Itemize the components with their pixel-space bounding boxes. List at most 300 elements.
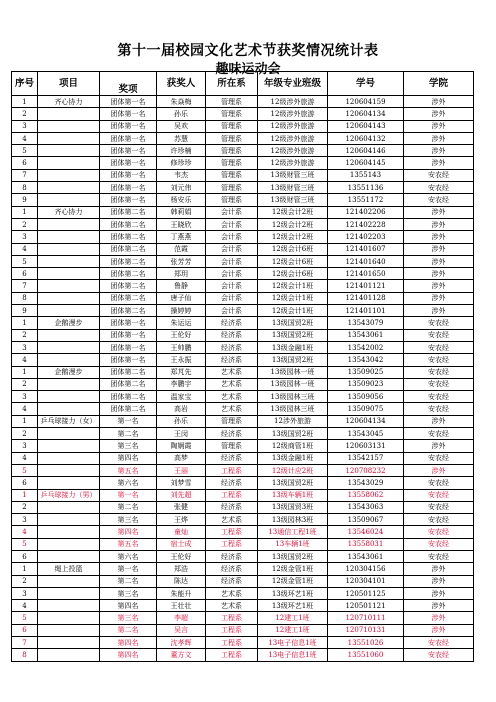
- cell-college: 涉外: [404, 305, 474, 317]
- table-row: [12, 477, 474, 489]
- cell-index: 6: [12, 157, 38, 169]
- table-row: [12, 317, 474, 329]
- cell-index: 6: [12, 550, 38, 562]
- table-row: [12, 268, 474, 280]
- cell-event: [38, 514, 100, 526]
- cell-student-id: 120501125: [328, 587, 404, 599]
- page-subtitle: 趣味运动会: [215, 62, 281, 77]
- cell-department: 管理系: [206, 182, 258, 194]
- cell-event: [38, 637, 100, 649]
- cell-index: 2: [12, 428, 38, 440]
- cell-department: 工程系: [206, 464, 258, 476]
- cell-college: 安农经: [404, 182, 474, 194]
- cell-class: 12级涉外旅游: [258, 157, 328, 169]
- table-header-row: [12, 72, 474, 96]
- cell-award: 团体第一名: [100, 194, 157, 206]
- cell-index: 1: [12, 366, 38, 378]
- cell-winner: 杨安乐: [157, 194, 206, 206]
- cell-class: 13级车辆1班: [258, 489, 328, 501]
- cell-department: 经济系: [206, 575, 258, 587]
- cell-index: 3: [12, 514, 38, 526]
- cell-student-id: 13551026: [328, 637, 404, 649]
- cell-college: 涉外: [404, 157, 474, 169]
- cell-award: 团体第二名: [100, 206, 157, 218]
- table-row: [12, 182, 474, 194]
- table-row: [12, 378, 474, 390]
- cell-award: 团体第一名: [100, 329, 157, 341]
- cell-student-id: 13543079: [328, 317, 404, 329]
- cell-college: 涉外: [404, 243, 474, 255]
- header-award: 奖项: [100, 72, 157, 96]
- table-row: [12, 637, 474, 649]
- cell-award: 第四名: [100, 452, 157, 464]
- cell-winner: 董方文: [157, 649, 206, 661]
- cell-award: 团体第二名: [100, 391, 157, 403]
- cell-event: 企鹅漫步: [38, 317, 100, 329]
- cell-student-id: 13543045: [328, 428, 404, 440]
- cell-award: 团体第一名: [100, 341, 157, 353]
- cell-college: 安农经: [404, 501, 474, 513]
- cell-student-id: 120710111: [328, 612, 404, 624]
- table-row: [12, 440, 474, 452]
- cell-department: 管理系: [206, 157, 258, 169]
- cell-student-id: 120604146: [328, 145, 404, 157]
- cell-college: 涉外: [404, 292, 474, 304]
- cell-winner: 许珍楠: [157, 145, 206, 157]
- cell-student-id: 120604134: [328, 415, 404, 427]
- cell-college: 安农经: [404, 403, 474, 415]
- cell-event: [38, 538, 100, 550]
- cell-class: 12级会计2班: [258, 218, 328, 230]
- cell-department: 经济系: [206, 452, 258, 464]
- cell-class: 13电子信息1班: [258, 637, 328, 649]
- cell-department: 管理系: [206, 132, 258, 144]
- cell-student-id: 1355143: [328, 169, 404, 181]
- cell-student-id: 121402203: [328, 231, 404, 243]
- cell-class: 12建工1班: [258, 612, 328, 624]
- cell-index: 8: [12, 292, 38, 304]
- cell-class: 13级园林一班: [258, 366, 328, 378]
- cell-student-id: 120304156: [328, 563, 404, 575]
- cell-department: 会计系: [206, 305, 258, 317]
- cell-award: 第二名: [100, 428, 157, 440]
- table-row: [12, 587, 474, 599]
- cell-winner: 范霞: [157, 243, 206, 255]
- cell-student-id: 120604143: [328, 120, 404, 132]
- cell-college: 安农经: [404, 169, 474, 181]
- cell-event: [38, 194, 100, 206]
- cell-index: 3: [12, 587, 38, 599]
- cell-winner: 陈达: [157, 575, 206, 587]
- cell-winner: 韦杰: [157, 169, 206, 181]
- cell-winner: 吴言: [157, 624, 206, 636]
- cell-event: [38, 550, 100, 562]
- cell-event: 齐心协力: [38, 96, 100, 108]
- cell-winner: 陶娴霞: [157, 440, 206, 452]
- cell-college: 安农经: [404, 637, 474, 649]
- cell-student-id: 120710131: [328, 624, 404, 636]
- cell-class: 13级园林三班: [258, 403, 328, 415]
- cell-event: [38, 218, 100, 230]
- cell-award: 第四名: [100, 526, 157, 538]
- cell-event: [38, 145, 100, 157]
- cell-award: 第三名: [100, 612, 157, 624]
- cell-index: 8: [12, 649, 38, 661]
- cell-student-id: 13509067: [328, 514, 404, 526]
- cell-award: 团体第一名: [100, 120, 157, 132]
- header-class: 年级专业班级: [258, 72, 328, 96]
- cell-student-id: 13543063: [328, 501, 404, 513]
- cell-index: 2: [12, 329, 38, 341]
- cell-class: 13级园林3班: [258, 514, 328, 526]
- cell-department: 会计系: [206, 218, 258, 230]
- cell-college: 涉外: [404, 218, 474, 230]
- cell-winner: 张芳芳: [157, 255, 206, 267]
- cell-college: 涉外: [404, 231, 474, 243]
- cell-index: 4: [12, 132, 38, 144]
- table-row: [12, 649, 474, 661]
- cell-department: 管理系: [206, 108, 258, 120]
- cell-index: 6: [12, 624, 38, 636]
- cell-college: 涉外: [404, 612, 474, 624]
- header-event: 项目: [38, 72, 100, 96]
- cell-winner: 孙乐: [157, 108, 206, 120]
- cell-college: 涉外: [404, 145, 474, 157]
- cell-winner: 王闵: [157, 428, 206, 440]
- cell-class: 13级园林一班: [258, 378, 328, 390]
- cell-award: 团体第二名: [100, 403, 157, 415]
- cell-award: 团体第一名: [100, 169, 157, 181]
- table-row: [12, 96, 474, 108]
- cell-college: 涉外: [404, 206, 474, 218]
- cell-event: 乒乓球接力（男）: [38, 489, 100, 501]
- cell-college: 涉外: [404, 108, 474, 120]
- cell-index: 3: [12, 391, 38, 403]
- cell-event: 乒乓球接力（女）: [38, 415, 100, 427]
- cell-department: 工程系: [206, 637, 258, 649]
- cell-class: 13电子信息1班: [258, 649, 328, 661]
- cell-event: 企鹅漫步: [38, 366, 100, 378]
- cell-award: 第三名: [100, 514, 157, 526]
- cell-award: 团体第一名: [100, 354, 157, 366]
- cell-event: [38, 575, 100, 587]
- cell-student-id: 13551172: [328, 194, 404, 206]
- table-row: [12, 575, 474, 587]
- cell-winner: 宿士成: [157, 538, 206, 550]
- header-college: 学院: [404, 72, 474, 96]
- cell-student-id: 120604145: [328, 157, 404, 169]
- table-row: [12, 391, 474, 403]
- cell-event: [38, 452, 100, 464]
- cell-student-id: 121401128: [328, 292, 404, 304]
- table-row: [12, 354, 474, 366]
- header-index: 序号: [12, 72, 38, 96]
- cell-index: 6: [12, 268, 38, 280]
- table-row: [12, 464, 474, 476]
- cell-award: 团体第一名: [100, 157, 157, 169]
- cell-college: 安农经: [404, 477, 474, 489]
- cell-event: [38, 477, 100, 489]
- cell-event: [38, 624, 100, 636]
- cell-winner: 朱能升: [157, 587, 206, 599]
- cell-class: 12级会计1班: [258, 292, 328, 304]
- cell-event: [38, 391, 100, 403]
- cell-class: 12级会计6班: [258, 243, 328, 255]
- page-title: 第十一届校园文化艺术节获奖情况统计表: [117, 43, 379, 59]
- cell-index: 1: [12, 206, 38, 218]
- cell-student-id: 121401640: [328, 255, 404, 267]
- cell-department: 工程系: [206, 649, 258, 661]
- cell-winner: 孙乐: [157, 415, 206, 427]
- cell-index: 5: [12, 538, 38, 550]
- cell-department: 经济系: [206, 550, 258, 562]
- cell-award: 第四名: [100, 637, 157, 649]
- cell-class: 13级国贸2班: [258, 477, 328, 489]
- cell-class: 13级财管三班: [258, 169, 328, 181]
- cell-winner: 王烨: [157, 514, 206, 526]
- cell-class: 12级涉外旅游: [258, 96, 328, 108]
- cell-event: [38, 292, 100, 304]
- cell-department: 会计系: [206, 292, 258, 304]
- cell-college: 安农经: [404, 649, 474, 661]
- cell-winner: 张健: [157, 501, 206, 513]
- header-winner: 获奖人: [157, 72, 206, 96]
- cell-college: 安农经: [404, 317, 474, 329]
- cell-award: 团体第一名: [100, 96, 157, 108]
- cell-class: 12涉外旅游: [258, 415, 328, 427]
- cell-index: 1: [12, 317, 38, 329]
- cell-student-id: 13543042: [328, 354, 404, 366]
- table-row: [12, 206, 474, 218]
- cell-event: [38, 280, 100, 292]
- cell-college: 涉外: [404, 587, 474, 599]
- cell-index: 3: [12, 440, 38, 452]
- cell-award: 团体第二名: [100, 218, 157, 230]
- cell-index: 2: [12, 218, 38, 230]
- cell-student-id: 13543029: [328, 477, 404, 489]
- table-row: [12, 292, 474, 304]
- cell-department: 艺术系: [206, 587, 258, 599]
- cell-winner: 苏慧: [157, 132, 206, 144]
- cell-index: 1: [12, 563, 38, 575]
- cell-winner: 王伦好: [157, 329, 206, 341]
- cell-award: 第三名: [100, 587, 157, 599]
- cell-student-id: 120501121: [328, 600, 404, 612]
- cell-class: 13级国贸2班: [258, 317, 328, 329]
- cell-department: 管理系: [206, 415, 258, 427]
- cell-award: 团体第二名: [100, 255, 157, 267]
- cell-event: [38, 526, 100, 538]
- cell-winner: 温家宝: [157, 391, 206, 403]
- cell-index: 4: [12, 243, 38, 255]
- cell-class: 13级国贸2班: [258, 550, 328, 562]
- cell-college: 安农经: [404, 366, 474, 378]
- cell-department: 管理系: [206, 120, 258, 132]
- cell-student-id: 121402228: [328, 218, 404, 230]
- cell-student-id: 120603131: [328, 440, 404, 452]
- cell-student-id: 13543061: [328, 550, 404, 562]
- cell-department: 工程系: [206, 526, 258, 538]
- header-department: 所在系: [206, 72, 258, 96]
- cell-student-id: 120604132: [328, 132, 404, 144]
- cell-award: 第三名: [100, 440, 157, 452]
- cell-college: 安农经: [404, 378, 474, 390]
- table-row: [12, 501, 474, 513]
- table-row: [12, 255, 474, 267]
- cell-department: 艺术系: [206, 391, 258, 403]
- cell-award: 第一名: [100, 563, 157, 575]
- cell-college: 涉外: [404, 280, 474, 292]
- cell-class: 12级会计1班: [258, 305, 328, 317]
- cell-class: 12建工1班: [258, 624, 328, 636]
- table-row: [12, 120, 474, 132]
- cell-winner: 鲁静: [157, 280, 206, 292]
- cell-award: 第六名: [100, 550, 157, 562]
- cell-college: 涉外: [404, 120, 474, 132]
- cell-event: [38, 440, 100, 452]
- cell-index: 1: [12, 489, 38, 501]
- cell-winner: 高岩: [157, 403, 206, 415]
- cell-winner: 郑玥: [157, 268, 206, 280]
- cell-class: 13级环艺1班: [258, 600, 328, 612]
- cell-award: 团体第二名: [100, 268, 157, 280]
- cell-student-id: 121402206: [328, 206, 404, 218]
- table-row: [12, 403, 474, 415]
- table-body: [12, 96, 474, 662]
- table-row: [12, 157, 474, 169]
- cell-class: 12级金管1班: [258, 563, 328, 575]
- cell-event: [38, 305, 100, 317]
- cell-college: 涉外: [404, 600, 474, 612]
- cell-student-id: 13558031: [328, 538, 404, 550]
- table-row: [12, 132, 474, 144]
- cell-student-id: 13551060: [328, 649, 404, 661]
- cell-award: 团体第二名: [100, 366, 157, 378]
- cell-college: 安农经: [404, 526, 474, 538]
- awards-table: [11, 71, 474, 662]
- cell-award: 第四名: [100, 600, 157, 612]
- cell-event: 绳上投篮: [38, 563, 100, 575]
- cell-class: 13车辆1班: [258, 538, 328, 550]
- cell-index: 1: [12, 415, 38, 427]
- cell-event: [38, 231, 100, 243]
- cell-index: 1: [12, 96, 38, 108]
- cell-event: [38, 428, 100, 440]
- cell-department: 经济系: [206, 341, 258, 353]
- cell-award: 团体第二名: [100, 280, 157, 292]
- cell-class: 13级国贸2班: [258, 354, 328, 366]
- table-row: [12, 550, 474, 562]
- cell-student-id: 13509023: [328, 378, 404, 390]
- table-row: [12, 108, 474, 120]
- cell-class: 12级涉外旅游: [258, 120, 328, 132]
- table-row: [12, 194, 474, 206]
- cell-department: 会计系: [206, 280, 258, 292]
- cell-student-id: 13551136: [328, 182, 404, 194]
- cell-award: 第六名: [100, 477, 157, 489]
- cell-department: 艺术系: [206, 378, 258, 390]
- cell-college: 安农经: [404, 391, 474, 403]
- cell-department: 会计系: [206, 206, 258, 218]
- cell-college: 涉外: [404, 96, 474, 108]
- cell-student-id: 13542157: [328, 452, 404, 464]
- cell-event: [38, 169, 100, 181]
- cell-event: [38, 464, 100, 476]
- cell-department: 管理系: [206, 440, 258, 452]
- table-row: [12, 563, 474, 575]
- cell-class: 12级涉外旅游: [258, 108, 328, 120]
- cell-college: 涉外: [404, 464, 474, 476]
- cell-index: 9: [12, 194, 38, 206]
- table-row: [12, 526, 474, 538]
- cell-winner: 王丽: [157, 464, 206, 476]
- cell-class: 12级商管1班: [258, 440, 328, 452]
- cell-department: 经济系: [206, 563, 258, 575]
- cell-class: 12级会计1班: [258, 280, 328, 292]
- cell-student-id: 13543061: [328, 329, 404, 341]
- cell-index: 2: [12, 378, 38, 390]
- cell-index: 3: [12, 341, 38, 353]
- cell-event: [38, 157, 100, 169]
- cell-student-id: 121401121: [328, 280, 404, 292]
- cell-class: 12级会计6班: [258, 255, 328, 267]
- table-row: [12, 329, 474, 341]
- cell-winner: 韩莉娟: [157, 206, 206, 218]
- cell-department: 经济系: [206, 354, 258, 366]
- cell-award: 团体第二名: [100, 292, 157, 304]
- cell-award: 第二名: [100, 624, 157, 636]
- cell-department: 经济系: [206, 329, 258, 341]
- cell-winner: 朱运运: [157, 317, 206, 329]
- cell-college: 涉外: [404, 415, 474, 427]
- cell-event: [38, 132, 100, 144]
- cell-class: 12级会计6班: [258, 268, 328, 280]
- cell-event: [38, 341, 100, 353]
- cell-event: [38, 501, 100, 513]
- cell-index: 2: [12, 501, 38, 513]
- cell-index: 4: [12, 600, 38, 612]
- cell-department: 经济系: [206, 317, 258, 329]
- cell-college: 安农经: [404, 452, 474, 464]
- cell-college: 涉外: [404, 563, 474, 575]
- table-row: [12, 600, 474, 612]
- cell-index: 4: [12, 526, 38, 538]
- cell-college: 涉外: [404, 440, 474, 452]
- cell-award: 团体第二名: [100, 305, 157, 317]
- cell-award: 第一名: [100, 415, 157, 427]
- cell-event: [38, 600, 100, 612]
- cell-event: [38, 612, 100, 624]
- cell-winner: 高梦: [157, 452, 206, 464]
- cell-department: 会计系: [206, 243, 258, 255]
- cell-department: 管理系: [206, 169, 258, 181]
- cell-winner: 李超: [157, 612, 206, 624]
- cell-college: 安农经: [404, 354, 474, 366]
- cell-class: 12级涉外旅游: [258, 145, 328, 157]
- cell-event: [38, 329, 100, 341]
- cell-award: 团体第二名: [100, 378, 157, 390]
- table-row: [12, 538, 474, 550]
- table-row: [12, 243, 474, 255]
- table-row: [12, 452, 474, 464]
- cell-student-id: 121401650: [328, 268, 404, 280]
- table-row: [12, 341, 474, 353]
- cell-college: 安农经: [404, 514, 474, 526]
- cell-event: 齐心协力: [38, 206, 100, 218]
- cell-index: 5: [12, 145, 38, 157]
- cell-department: 会计系: [206, 231, 258, 243]
- cell-department: 工程系: [206, 612, 258, 624]
